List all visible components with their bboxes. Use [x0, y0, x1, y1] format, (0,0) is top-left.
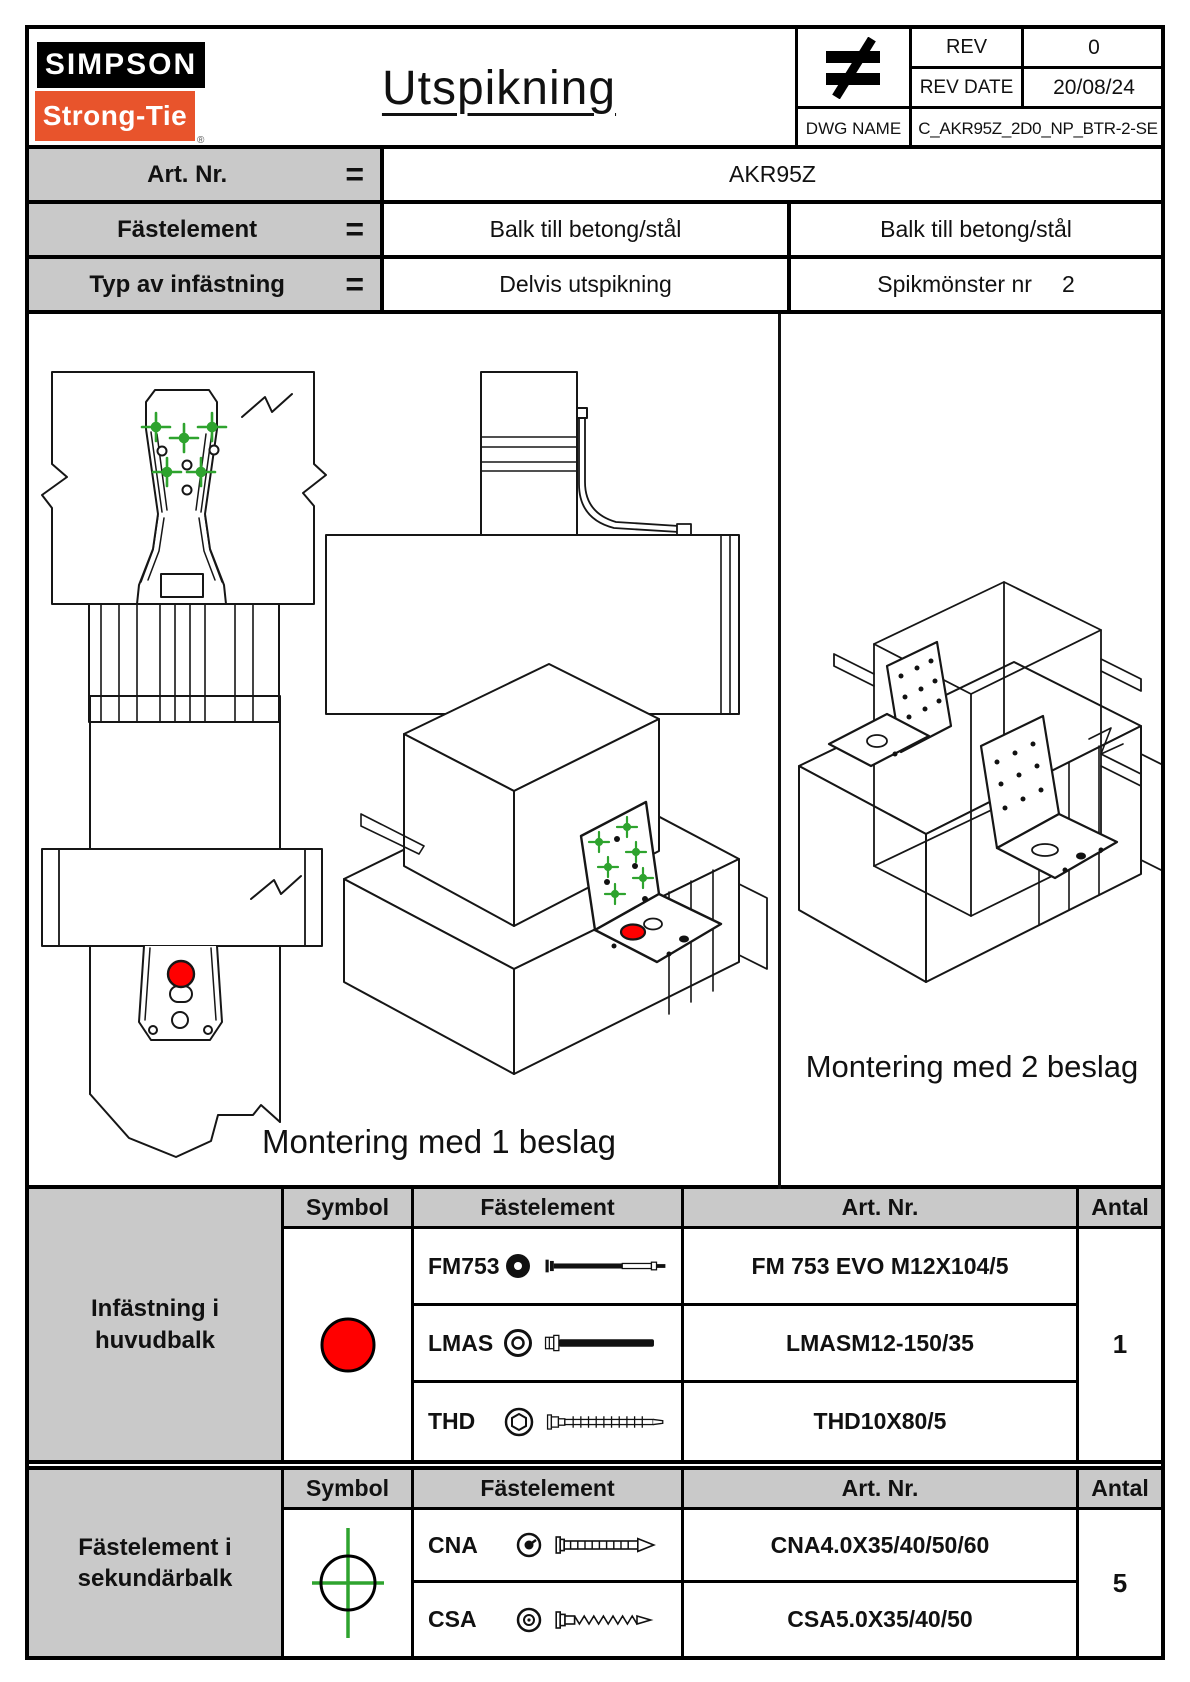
header-qty: Antal	[1079, 1470, 1161, 1510]
param-label-text: Fästelement	[117, 215, 258, 243]
param-row-infastning	[29, 259, 1161, 314]
fastener-name: THD	[428, 1408, 476, 1434]
fastener-name: CSA	[428, 1606, 477, 1632]
registered-trademark-icon: ®	[197, 135, 205, 146]
thd-screw-icon	[545, 1405, 673, 1439]
param-row-artnr	[29, 149, 1161, 204]
param-label-text: Art. Nr.	[147, 160, 228, 188]
table-row-label-main-beam	[29, 1189, 284, 1460]
fastener-table-secondary-beam	[29, 1470, 1161, 1656]
artnr-lmas: LMASM12-150/35	[684, 1306, 1079, 1383]
cna-nail-icon	[553, 1528, 673, 1562]
qty-cell-main-beam: 1	[1112, 1329, 1128, 1359]
header-qty: Antal	[1079, 1189, 1161, 1229]
label-line2: sekundärbalk	[77, 1565, 233, 1592]
symbol-cell-red-circle	[284, 1229, 414, 1460]
fastener-row-fm753	[414, 1229, 684, 1306]
label-line1: Fästelement i	[78, 1533, 232, 1561]
caption-two-brackets: Montering med 2 beslag	[805, 1049, 1139, 1084]
drawing-panel-divider	[778, 314, 781, 1189]
table-divider	[29, 1460, 1161, 1470]
cna-head-icon	[513, 1529, 545, 1561]
fastener-row-thd	[414, 1383, 684, 1460]
dwg-name-label: DWG NAME	[798, 109, 912, 149]
lmas-bolt-icon	[543, 1326, 673, 1360]
param-label-infastning	[29, 259, 384, 310]
simpson-logo-top	[37, 42, 205, 88]
header-fastener: Fästelement	[414, 1470, 684, 1510]
logo-text-simpson: SIMPSON	[44, 48, 198, 81]
param-label-artnr	[29, 149, 384, 200]
artnr-thd: THD10X80/5	[684, 1383, 1079, 1460]
label-line2: huvudbalk	[94, 1326, 215, 1354]
spikmonster-label: Spikmönster nr	[877, 271, 1032, 297]
equals-sign: =	[345, 211, 364, 247]
thd-head-icon	[501, 1404, 537, 1440]
logo-text-strongtie: Strong-Tie	[42, 100, 188, 131]
header-fastener: Fästelement	[414, 1189, 684, 1229]
title-block	[29, 29, 1161, 149]
fastener-row-cna	[414, 1510, 684, 1583]
rev-value: 0	[1024, 29, 1164, 69]
dwg-name-value: C_AKR95Z_2D0_NP_BTR-2-SE	[918, 119, 1158, 138]
artnr-fm753: FM 753 EVO M12X104/5	[684, 1229, 1079, 1306]
fastener-row-lmas	[414, 1306, 684, 1383]
label-line1: Infästning i	[91, 1295, 219, 1323]
not-equal-stamp-icon	[798, 29, 912, 109]
fastener-table-main-beam	[29, 1189, 1161, 1460]
equals-sign: =	[345, 266, 364, 302]
param-value-artnr: AKR95Z	[729, 161, 816, 187]
fastener-name: FM753	[428, 1252, 500, 1279]
header-symbol: Symbol	[284, 1470, 414, 1510]
qty-cell-secondary-beam: 5	[1112, 1567, 1128, 1598]
param-value-fastelement-right: Balk till betong/stål	[787, 204, 1161, 255]
header-artnr: Art. Nr.	[684, 1470, 1079, 1510]
drawing-sheet	[25, 25, 1165, 1660]
fastener-name: CNA	[428, 1531, 478, 1558]
param-row-fastelement	[29, 204, 1161, 259]
param-label-fastelement	[29, 204, 384, 255]
lmas-head-icon	[501, 1326, 535, 1360]
artnr-cna: CNA4.0X35/40/50/60	[684, 1510, 1079, 1583]
fm753-head-icon	[501, 1249, 535, 1283]
fm753-bolt-icon	[543, 1249, 673, 1283]
red-circle-anchor-icon	[317, 1314, 379, 1376]
param-value-infastning-left: Delvis utspikning	[499, 271, 672, 297]
csa-head-icon	[513, 1604, 545, 1636]
spikmonster-number: 2	[1061, 271, 1075, 297]
strongtie-logo-bottom	[35, 91, 195, 141]
rev-date-value: 20/08/24	[1024, 69, 1164, 109]
artnr-csa: CSA5.0X35/40/50	[684, 1583, 1079, 1656]
symbol-cell-green-crosshair	[284, 1510, 414, 1656]
header-artnr: Art. Nr.	[684, 1189, 1079, 1229]
csa-screw-icon	[553, 1603, 673, 1637]
green-crosshair-nail-icon	[306, 1524, 390, 1642]
equals-sign: =	[345, 156, 364, 192]
param-label-text: Typ av infästning	[89, 270, 285, 298]
param-value-fastelement-left: Balk till betong/stål	[489, 216, 682, 242]
fastener-name: LMAS	[428, 1329, 494, 1356]
table-row-label-secondary-beam	[29, 1470, 284, 1656]
rev-date-label: REV DATE	[912, 69, 1024, 109]
revision-table	[795, 29, 1161, 149]
page-title: Utspikning	[381, 62, 617, 115]
fastener-row-csa	[414, 1583, 684, 1656]
header-symbol: Symbol	[284, 1189, 414, 1229]
caption-one-bracket: Montering med 1 beslag	[261, 1123, 617, 1160]
rev-label: REV	[912, 29, 1024, 69]
param-value-spikmonster	[787, 259, 1161, 310]
